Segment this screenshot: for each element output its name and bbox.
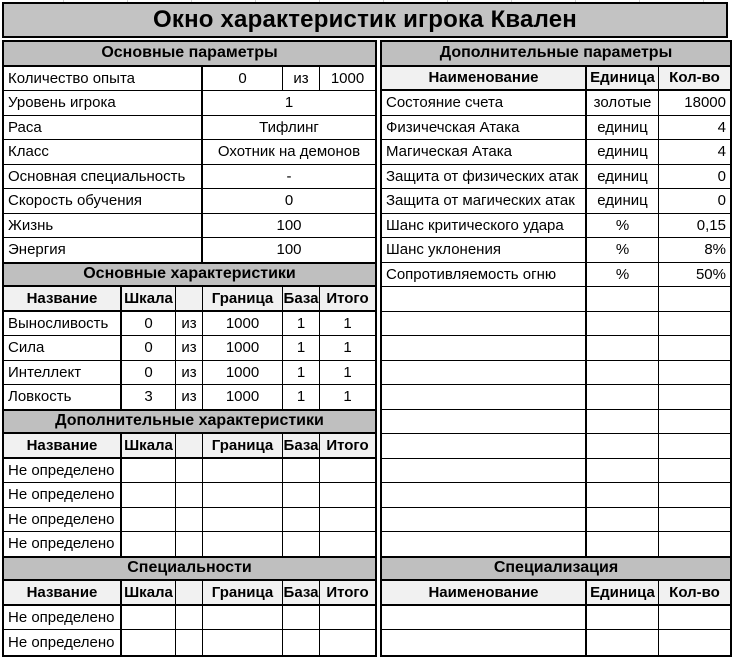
column-header-cell[interactable]	[176, 434, 203, 459]
table-cell[interactable]: Не определено	[4, 630, 122, 655]
table-cell[interactable]	[587, 606, 659, 631]
table-cell[interactable]	[659, 385, 730, 410]
column-header-cell[interactable]: Итого	[320, 434, 375, 459]
table-cell[interactable]: 8%	[659, 238, 730, 263]
section-header-cell[interactable]: Основные параметры	[4, 42, 375, 67]
table-cell[interactable]	[587, 410, 659, 435]
table-cell[interactable]	[587, 312, 659, 337]
right-table	[380, 40, 732, 657]
table-cell[interactable]: Охотник на демонов	[203, 140, 375, 165]
table-cell[interactable]	[382, 606, 587, 631]
table-cell[interactable]: 1	[283, 312, 320, 337]
table-cell[interactable]	[382, 508, 587, 533]
table-cell[interactable]	[176, 508, 203, 533]
table-cell[interactable]	[587, 336, 659, 361]
table-cell[interactable]	[659, 287, 730, 312]
table-cell[interactable]	[659, 459, 730, 484]
table-cell[interactable]: 0,15	[659, 214, 730, 239]
table-cell[interactable]: 1	[320, 312, 375, 337]
table-cell[interactable]	[659, 508, 730, 533]
column-header-cell[interactable]: База	[283, 287, 320, 312]
table-cell[interactable]	[659, 483, 730, 508]
table-cell[interactable]: Защита от магических атак	[382, 189, 587, 214]
table-cell[interactable]: 1000	[203, 361, 283, 386]
table-cell[interactable]	[382, 361, 587, 386]
left-table	[2, 40, 377, 657]
table-cell[interactable]	[587, 508, 659, 533]
table-cell[interactable]	[382, 287, 587, 312]
table-cell[interactable]: 1	[320, 336, 375, 361]
table-cell[interactable]: из	[283, 67, 320, 92]
column-header-cell[interactable]: Шкала	[122, 287, 176, 312]
table-cell[interactable]	[320, 630, 375, 655]
tables-container	[2, 40, 732, 657]
table-cell[interactable]: Сила	[4, 336, 122, 361]
table-cell[interactable]: Уровень игрока	[4, 91, 203, 116]
table-cell[interactable]	[320, 508, 375, 533]
table-cell[interactable]	[587, 532, 659, 557]
table-cell[interactable]	[203, 508, 283, 533]
table-cell[interactable]: 1	[283, 361, 320, 386]
table-cell[interactable]: 0	[203, 189, 375, 214]
column-header-cell[interactable]	[176, 581, 203, 606]
table-cell[interactable]: -	[203, 165, 375, 190]
table-cell[interactable]	[122, 459, 176, 484]
table-cell[interactable]: Не определено	[4, 459, 122, 484]
column-header-cell[interactable]: Граница	[203, 287, 283, 312]
table-cell[interactable]: Количество опыта	[4, 67, 203, 92]
table-cell[interactable]	[382, 483, 587, 508]
table-cell[interactable]: 0	[122, 361, 176, 386]
table-cell[interactable]	[659, 630, 730, 655]
table-cell[interactable]	[659, 312, 730, 337]
column-header-cell[interactable]: Итого	[320, 287, 375, 312]
table-cell[interactable]	[283, 483, 320, 508]
table-cell[interactable]: Шанс уклонения	[382, 238, 587, 263]
table-cell[interactable]	[320, 483, 375, 508]
section-header-cell[interactable]: Дополнительные характеристики	[4, 410, 375, 435]
table-cell[interactable]	[283, 508, 320, 533]
table-cell[interactable]: 18000	[659, 91, 730, 116]
table-cell[interactable]: Не определено	[4, 532, 122, 557]
table-cell[interactable]	[659, 532, 730, 557]
column-header-cell[interactable]: Единица	[587, 67, 659, 92]
table-cell[interactable]	[122, 508, 176, 533]
table-cell[interactable]: 1000	[203, 385, 283, 410]
column-header-cell[interactable]: Кол-во	[659, 67, 730, 92]
table-cell[interactable]: Состояние счета	[382, 91, 587, 116]
table-cell[interactable]: 1000	[203, 336, 283, 361]
table-cell[interactable]: 1	[203, 91, 375, 116]
column-header-cell[interactable]: Шкала	[122, 434, 176, 459]
table-cell[interactable]: Сопротивляемость огню	[382, 263, 587, 288]
section-header-cell[interactable]: Основные характеристики	[4, 263, 375, 288]
table-cell[interactable]	[382, 630, 587, 655]
table-cell[interactable]: из	[176, 312, 203, 337]
table-cell[interactable]	[176, 630, 203, 655]
table-cell[interactable]	[176, 532, 203, 557]
sheet-title[interactable]: Окно характеристик игрока Квален	[2, 2, 728, 38]
table-cell[interactable]: Не определено	[4, 508, 122, 533]
table-cell[interactable]: Класс	[4, 140, 203, 165]
table-cell[interactable]: из	[176, 361, 203, 386]
table-cell[interactable]: 50%	[659, 263, 730, 288]
table-cell[interactable]	[382, 312, 587, 337]
table-cell[interactable]: Основная специальность	[4, 165, 203, 190]
column-header-cell[interactable]: Наименование	[382, 581, 587, 606]
table-cell[interactable]	[283, 459, 320, 484]
table-cell[interactable]	[320, 532, 375, 557]
column-header-cell[interactable]: Шкала	[122, 581, 176, 606]
column-header-cell[interactable]: Граница	[203, 434, 283, 459]
table-cell[interactable]	[203, 483, 283, 508]
table-cell[interactable]	[203, 532, 283, 557]
table-cell[interactable]	[382, 385, 587, 410]
column-header-cell[interactable]: Граница	[203, 581, 283, 606]
column-header-cell[interactable]: Единица	[587, 581, 659, 606]
table-cell[interactable]	[203, 630, 283, 655]
table-cell[interactable]: Раса	[4, 116, 203, 141]
table-cell[interactable]: %	[587, 238, 659, 263]
column-header-cell[interactable]: Название	[4, 581, 122, 606]
table-cell[interactable]	[122, 532, 176, 557]
table-cell[interactable]: 1	[320, 385, 375, 410]
table-cell[interactable]	[587, 287, 659, 312]
column-header-cell[interactable]: Итого	[320, 581, 375, 606]
table-cell[interactable]	[587, 434, 659, 459]
column-header-cell[interactable]: Кол-во	[659, 581, 730, 606]
table-cell[interactable]	[176, 483, 203, 508]
table-cell[interactable]: Энергия	[4, 238, 203, 263]
column-header-cell[interactable]: Название	[4, 434, 122, 459]
table-cell[interactable]: Скорость обучения	[4, 189, 203, 214]
table-cell[interactable]	[283, 606, 320, 631]
table-cell[interactable]	[382, 336, 587, 361]
table-cell[interactable]: Шанс критического удара	[382, 214, 587, 239]
table-cell[interactable]	[382, 459, 587, 484]
table-cell[interactable]	[176, 606, 203, 631]
table-cell[interactable]: Интеллект	[4, 361, 122, 386]
table-cell[interactable]	[587, 483, 659, 508]
table-cell[interactable]	[176, 459, 203, 484]
table-cell[interactable]: Выносливость	[4, 312, 122, 337]
table-cell[interactable]	[659, 606, 730, 631]
column-header-cell[interactable]: База	[283, 434, 320, 459]
table-cell[interactable]	[659, 434, 730, 459]
column-header-cell[interactable]	[176, 287, 203, 312]
table-cell[interactable]: единиц	[587, 140, 659, 165]
table-cell[interactable]: 1	[283, 336, 320, 361]
table-cell[interactable]: 0	[659, 189, 730, 214]
table-cell[interactable]: Не определено	[4, 483, 122, 508]
table-cell[interactable]: единиц	[587, 116, 659, 141]
table-cell[interactable]: 100	[203, 214, 375, 239]
table-cell[interactable]	[587, 630, 659, 655]
table-cell[interactable]	[203, 606, 283, 631]
table-cell[interactable]: 4	[659, 116, 730, 141]
table-cell[interactable]	[122, 630, 176, 655]
table-cell[interactable]: Тифлинг	[203, 116, 375, 141]
table-cell[interactable]: 1	[283, 385, 320, 410]
table-cell[interactable]: 0	[203, 67, 283, 92]
table-cell[interactable]: 3	[122, 385, 176, 410]
table-cell[interactable]: Магическая Атака	[382, 140, 587, 165]
section-header-cell[interactable]: Специальности	[4, 557, 375, 582]
table-cell[interactable]: Жизнь	[4, 214, 203, 239]
table-cell[interactable]: золотые	[587, 91, 659, 116]
table-cell[interactable]	[382, 410, 587, 435]
table-cell[interactable]	[122, 483, 176, 508]
section-header-cell[interactable]: Специализация	[382, 557, 730, 582]
column-header-cell[interactable]: Название	[4, 287, 122, 312]
table-cell[interactable]: 4	[659, 140, 730, 165]
table-cell[interactable]: 0	[122, 312, 176, 337]
table-cell[interactable]	[587, 361, 659, 386]
table-cell[interactable]: %	[587, 214, 659, 239]
table-cell[interactable]	[283, 532, 320, 557]
table-cell[interactable]	[659, 361, 730, 386]
table-cell[interactable]: из	[176, 336, 203, 361]
character-sheet	[2, 2, 732, 657]
table-cell[interactable]: 1000	[203, 312, 283, 337]
table-cell[interactable]: 1000	[320, 67, 375, 92]
table-cell[interactable]: 100	[203, 238, 375, 263]
column-header-cell[interactable]: База	[283, 581, 320, 606]
table-cell[interactable]	[659, 336, 730, 361]
table-cell[interactable]: единиц	[587, 165, 659, 190]
table-cell[interactable]: Физичечская Атака	[382, 116, 587, 141]
table-cell[interactable]	[382, 434, 587, 459]
table-cell[interactable]	[587, 385, 659, 410]
section-header-cell[interactable]: Дополнительные параметры	[382, 42, 730, 67]
table-cell[interactable]	[320, 606, 375, 631]
column-header-cell[interactable]: Наименование	[382, 67, 587, 92]
table-cell[interactable]: 0	[659, 165, 730, 190]
table-cell[interactable]	[320, 459, 375, 484]
table-cell[interactable]: %	[587, 263, 659, 288]
table-cell[interactable]: Ловкость	[4, 385, 122, 410]
table-cell[interactable]	[659, 410, 730, 435]
table-cell[interactable]	[283, 630, 320, 655]
table-cell[interactable]: 0	[122, 336, 176, 361]
table-cell[interactable]	[203, 459, 283, 484]
table-cell[interactable]	[587, 459, 659, 484]
table-cell[interactable]: единиц	[587, 189, 659, 214]
table-cell[interactable]	[382, 532, 587, 557]
table-cell[interactable]	[122, 606, 176, 631]
table-cell[interactable]: 1	[320, 361, 375, 386]
table-cell[interactable]: Защита от физических атак	[382, 165, 587, 190]
table-cell[interactable]: из	[176, 385, 203, 410]
table-cell[interactable]: Не определено	[4, 606, 122, 631]
